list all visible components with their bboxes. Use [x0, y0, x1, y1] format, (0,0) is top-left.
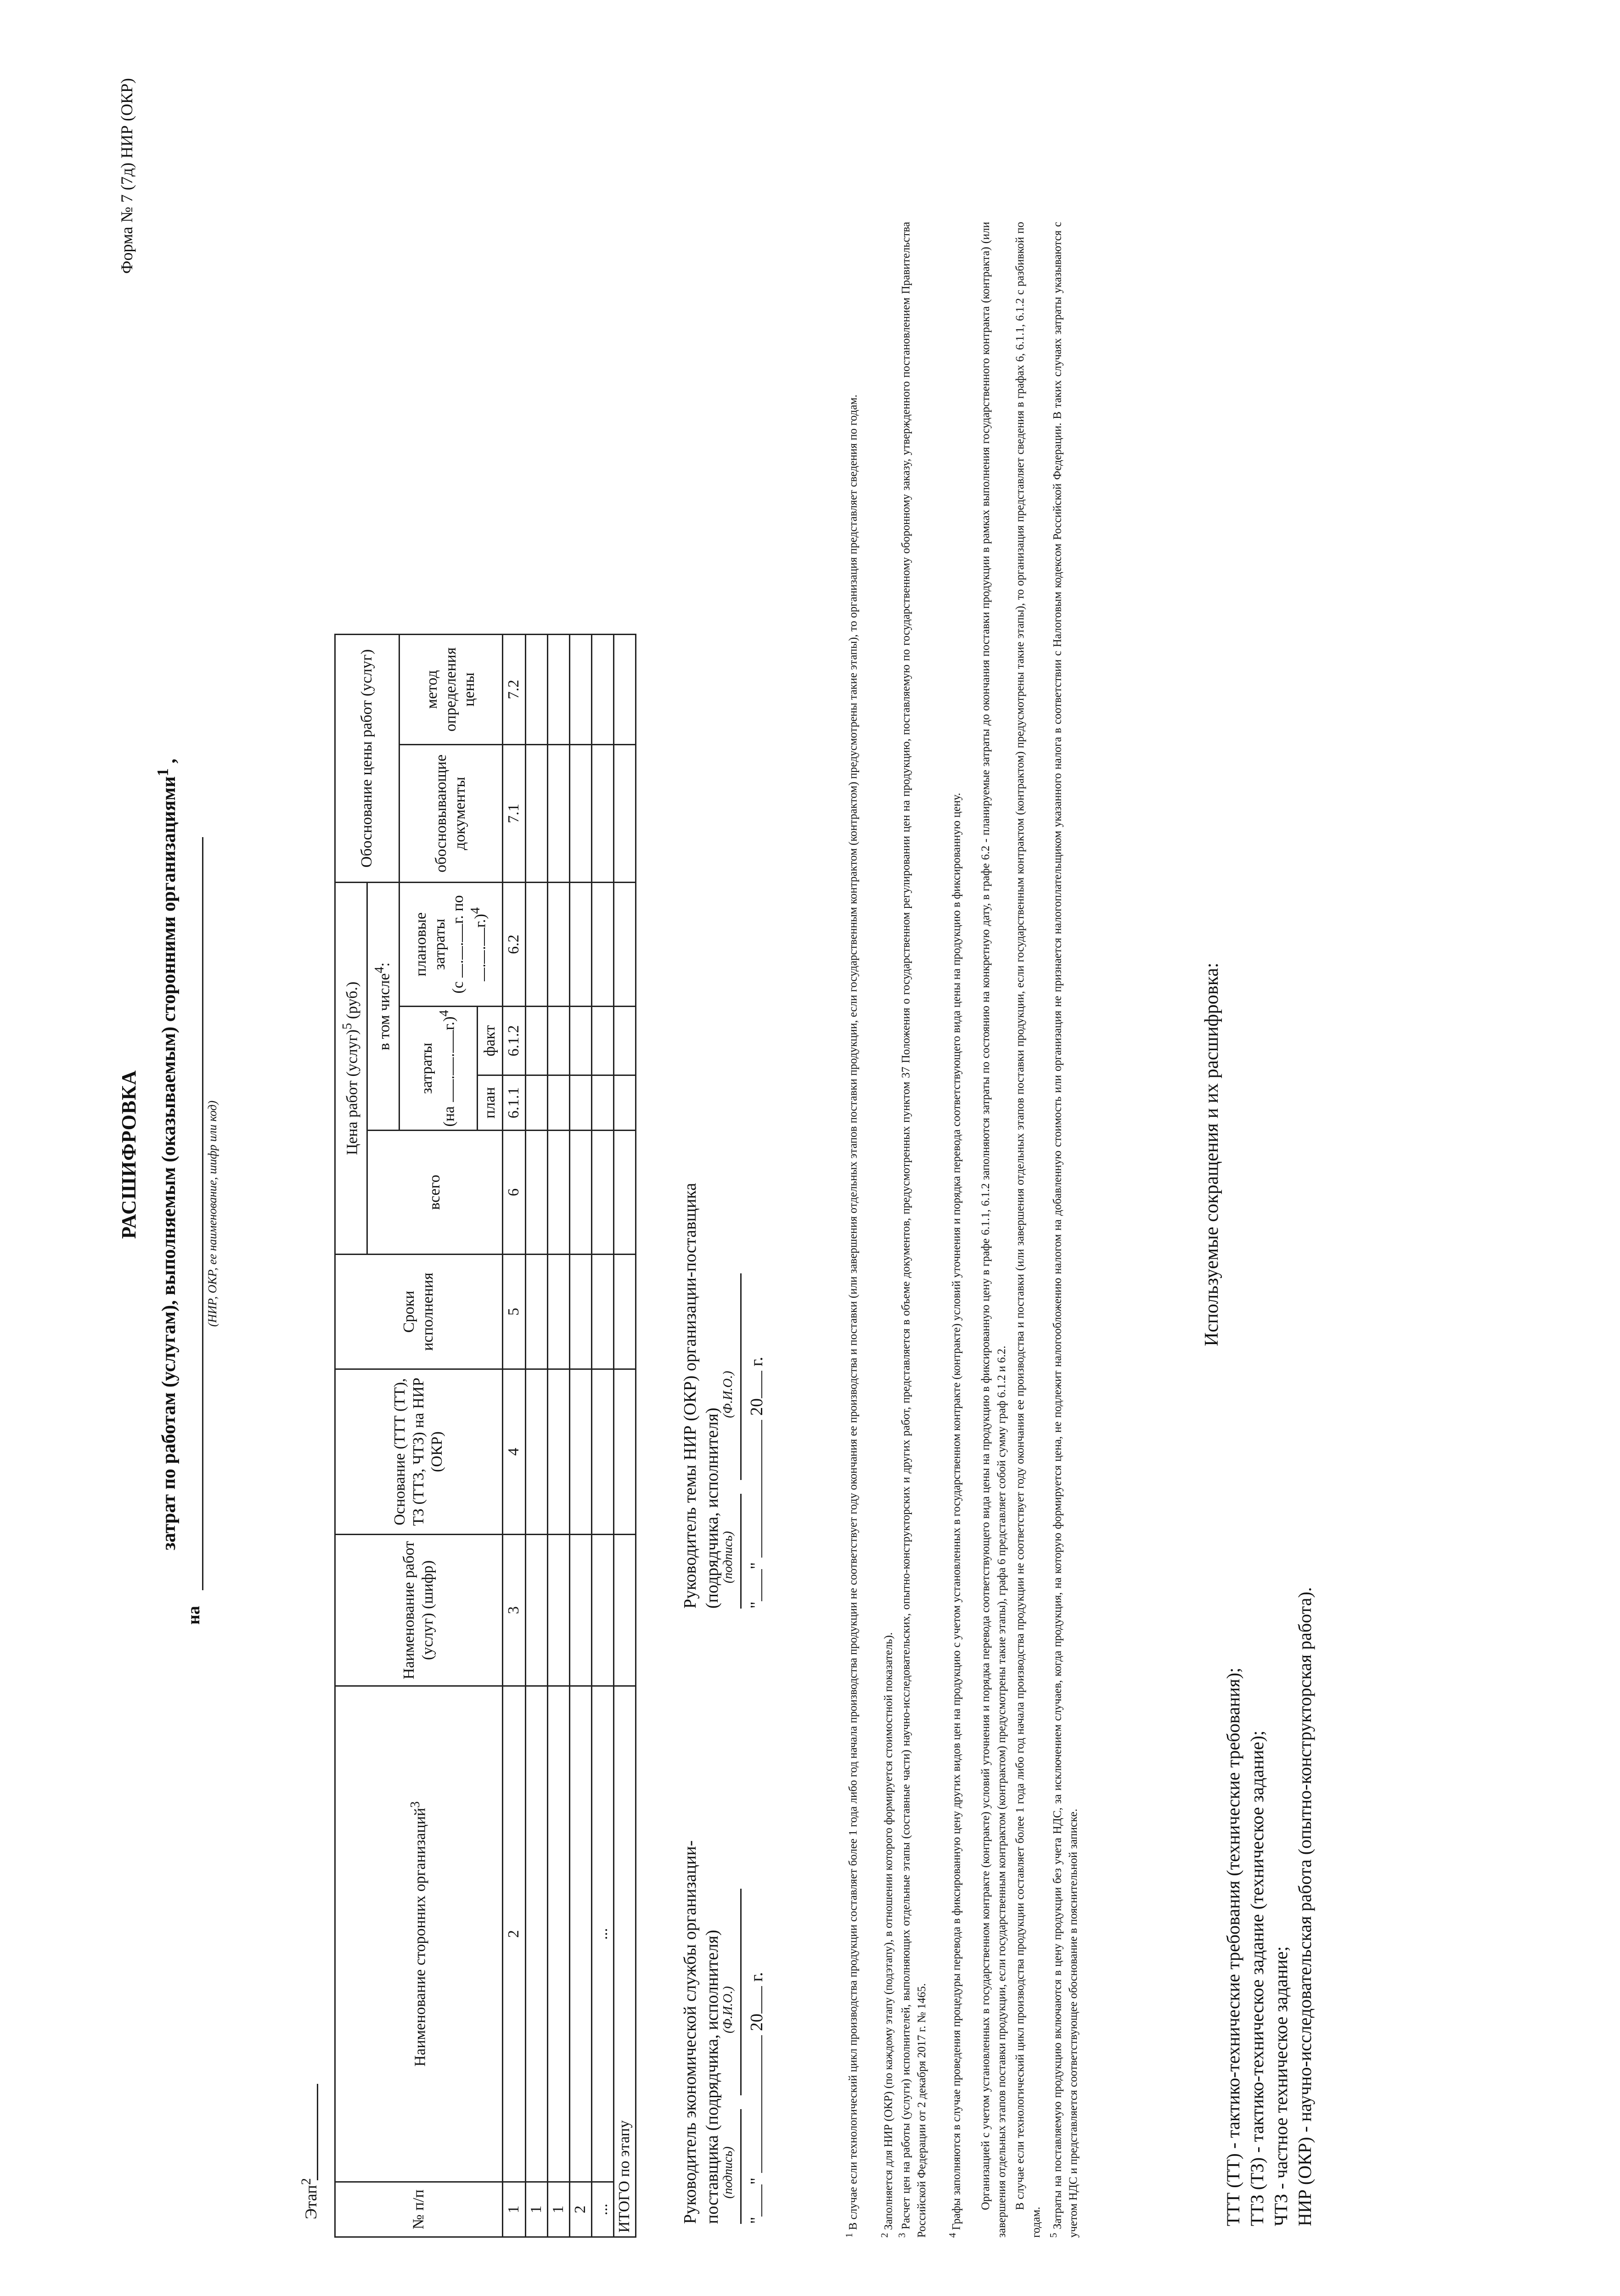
header-work-name: Наименование работ (услуг) (шифр) [335, 1535, 503, 1686]
footnote-text: Расчет цен на работы (услуги) исполнителей, выполняющих отдельные этапы (составные части) научно-исследовательских, опытно-конструкторских и других работ, представляется в объеме документов, предусмотренных пунктом 37 Положения о государственном регулировании цен на продукцию, поставляемую по государственному оборонному заказу, утвержденного постановлением Правительства Российской Федерации от 2 декабря 2017 г. № 1465. [900, 221, 928, 2238]
date-open-quote: " [747, 2217, 766, 2224]
cell-org-name [548, 1686, 570, 2182]
table-cell [548, 1369, 570, 1535]
date-close-quote: " [747, 2177, 766, 2185]
header-no: № п/п [335, 2182, 503, 2237]
na-blank-line [202, 837, 203, 1590]
table-row [592, 635, 614, 2237]
plan-blank-5 [484, 950, 485, 964]
header-costs [399, 1007, 478, 1131]
header-docs: обосновывающие документы [399, 745, 503, 883]
table-cell [570, 1535, 592, 1686]
footnote-text: Организацией с учетом установленных в государственном контракте (контракте) условий уточнения и порядка перевода соответствующего вида цены на продукцию в фиксированную цену в графе 6.1.1, 6.1.2 заполняются затраты по состоянию на конкретную дату, в графе 6.2 - планируемые затраты до окончания поставки продукции в рамках выполнения государственного контракта (контракта) (или завершения отдельных этапов поставки продукции, если государственным контрактом (контрактом) предусмотрены такие этапы), графа 6 представляет собой сумму граф 6.1.2 и 6.2. [979, 222, 1008, 2238]
footnote-sup: 1 [844, 2233, 855, 2238]
table-cell [614, 1007, 636, 1075]
signature-left-title: Руководитель экономической службы организации-поставщика (подрядчика, исполнителя) [681, 1840, 722, 2224]
etap-text: Этап [302, 2185, 320, 2219]
plan-blank-6 [484, 928, 485, 946]
header-justification: Обоснование цены работ (услуг) [335, 635, 399, 883]
header-total: всего [367, 1131, 503, 1255]
footnote-text: Графы заполняются в случае проведения процедуры перевода в фиксированную цену других видов цен на продукцию с учетом установленных в государственном контракте (контракте) условий уточнения и порядка перевода соответствующего вида цены на продукцию в фиксированную цену. [950, 793, 963, 2230]
signature-right-date [746, 1218, 768, 1609]
colnum-1: 1 [503, 2182, 526, 2237]
date-month-blank [761, 2035, 762, 2173]
header-basis: Основание (ТТТ (ТТ), ТЗ (ТТЗ, ЧТЗ) на НИР (ОКР) [335, 1369, 503, 1535]
footnote-text: Заполняется для НИР (ОКР) (по каждому этапу (подэтапу), в отношении которого формируется стоимостной показатель). [882, 1632, 895, 2230]
footnote-2 [878, 222, 897, 2238]
etap-blank-line [317, 2084, 318, 2180]
cell-ellipsis: ... [592, 1686, 614, 2182]
table-cell [614, 1255, 636, 1369]
plan-blank-2 [462, 946, 463, 960]
colnum-6: 6 [503, 1131, 526, 1255]
table-cell [570, 745, 592, 883]
header-org-name [335, 1686, 503, 2182]
plan-gpo: г. по [450, 895, 467, 924]
signature-left-sign-line [740, 2109, 742, 2224]
header-plan-date-to: ..г.)$^4$ [468, 886, 490, 1003]
plan-blank-3 [462, 924, 463, 942]
table-cell [614, 883, 636, 1007]
table-cell [592, 1255, 614, 1369]
abbreviation-item: НИР (ОКР) - научно-исследовательская работа (опытно-конструкторская работа). [1294, 1587, 1315, 2226]
colnum-6-1-2: 6.1.2 [503, 1007, 526, 1075]
table-cell [592, 1131, 614, 1255]
signature-right-title: Руководитель темы НИР (ОКР) организации-поставщика (подрядчика, исполнителя) [681, 1182, 722, 1609]
date-close-quote: " [747, 1562, 766, 1570]
row-number: 2 [570, 2182, 592, 2237]
table-cell [548, 1007, 570, 1075]
header-including-sup: 4 [372, 967, 387, 974]
etap-label [298, 2178, 321, 2219]
date-year-prefix: 20 [747, 2013, 766, 2031]
table-cell [526, 883, 548, 1007]
date-day-blank [761, 2184, 762, 2217]
table-cell [570, 1075, 592, 1131]
header-method: метод определения цены [399, 635, 503, 745]
signature-right-fio-caption: (Ф.И.О.) [721, 1371, 735, 1418]
subtitle-footnote-ref: 1 [154, 768, 172, 777]
table-cell [592, 1007, 614, 1075]
table-cell [592, 1075, 614, 1131]
table-cell [548, 1255, 570, 1369]
table-cell [526, 1535, 548, 1686]
signature-left-sign-caption: (подпись) [721, 2146, 735, 2199]
footnote-sup: 4 [947, 2233, 958, 2238]
header-price-sup: 5 [340, 1023, 355, 1030]
signature-right-sign-caption: (подпись) [721, 1531, 735, 1583]
table-cell [592, 1369, 614, 1535]
table-cell [526, 1075, 548, 1131]
header-fact: факт [478, 1007, 503, 1075]
table-cell [548, 1535, 570, 1686]
abbreviation-item: ТТТ (ТТ) - тактико-технические требования (технические требования); [1223, 1667, 1243, 2226]
date-year-suffix: г. [747, 1972, 766, 1982]
plan-sup: 4 [468, 907, 483, 914]
colnum-2: 2 [503, 1686, 526, 2182]
abbreviations-list [1221, 1587, 1317, 2226]
footnote-sup: 2 [879, 2233, 890, 2238]
signature-right-sign-line [740, 1494, 742, 1609]
date-month-blank [761, 1420, 762, 1558]
header-org-name-text: Наименование сторонних организаций [411, 1807, 429, 2067]
table-cell [570, 1255, 592, 1369]
date-year-suffix: г. [747, 1356, 766, 1367]
date-day-blank [761, 1569, 762, 1601]
table-cell [548, 1131, 570, 1255]
header-price-text: Цена работ (услуг) [343, 1029, 361, 1155]
document-title: РАСШИФРОВКА [118, 1070, 140, 1239]
table-cell [592, 1535, 614, 1686]
table-cell [526, 745, 548, 883]
signature-right-fio-line [740, 1273, 742, 1480]
footnote-3 [895, 222, 930, 2238]
header-costs-title: затраты [418, 1042, 436, 1094]
table-row [548, 635, 570, 2237]
subtitle-text: затрат по работам (услугам), выполняемым (оказываемым) сторонними организациями [158, 776, 180, 1551]
table-row [570, 635, 592, 2237]
header-plan-date-from: (с ..г. по [450, 895, 467, 994]
cost-table [334, 634, 636, 2238]
header-plan: план [478, 1075, 503, 1131]
row-number: 1 [526, 2182, 548, 2237]
colnum-3: 3 [503, 1535, 526, 1686]
table-cell [526, 1255, 548, 1369]
date-year-blank [761, 1371, 762, 1398]
costs-sup: 4 [437, 1010, 451, 1017]
colnum-5: 5 [503, 1255, 526, 1369]
footnote-sup: 5 [1048, 2233, 1059, 2238]
total-label: ИТОГО по этапу [614, 1686, 636, 2237]
footnote-sup: 3 [896, 2233, 907, 2238]
footnote-4-para-2 [978, 222, 1010, 2238]
header-including: в том числе$^4$: [367, 883, 399, 1131]
header-costs-date: (на ..г.)$^4$ [437, 1010, 458, 1127]
table-cell [614, 1075, 636, 1131]
plan-g: г.) [472, 914, 489, 928]
header-price [335, 883, 367, 1255]
date-open-quote: " [747, 1601, 766, 1609]
table-cell [592, 635, 614, 745]
plan-s: (с [450, 981, 467, 994]
na-caption: (НИР, ОКР, ее наименование, шифр или код) [206, 1100, 219, 1327]
table-cell [526, 1007, 548, 1075]
header-including-text: в том числе [376, 973, 393, 1051]
colnum-7-1: 7.1 [503, 745, 526, 883]
footnote-text: В случае если технологический цикл производства продукции составляет более 1 года либо год начала производства продукции не соответствует году окончания ее производства и поставки (или завершения отдельных этапов поставки продукции, если государственным контрактом (контрактом) предусмотрены такие этапы), то организация представляет сведения в графах 6, 6.1.1, 6.1.2 с разбивкой по годам. [1014, 222, 1042, 2238]
costs-blank-2 [453, 1057, 454, 1075]
table-cell [570, 1131, 592, 1255]
date-year-blank [761, 1986, 762, 2014]
table-cell [592, 745, 614, 883]
plan-blank-4 [484, 968, 485, 981]
table-row [526, 635, 548, 2237]
signature-left-fio-caption: (Ф.И.О.) [721, 1986, 735, 2033]
header-plan-costs-title: плановые затраты [412, 912, 448, 977]
abbreviation-item: ЧТЗ - частное техническое задание; [1271, 1946, 1291, 2226]
table-cell [614, 1131, 636, 1255]
colnum-7-2: 7.2 [503, 635, 526, 745]
costs-g: г.) [440, 1016, 458, 1030]
document-subtitle [154, 0, 180, 2296]
row-number: 1 [548, 2182, 570, 2237]
table-cell [548, 883, 570, 1007]
cell-org-name [570, 1686, 592, 2182]
footnote-4 [946, 222, 965, 2238]
colnum-6-1-1: 6.1.1 [503, 1075, 526, 1131]
table-cell [570, 1007, 592, 1075]
table-cell [614, 1369, 636, 1535]
costs-blank-1 [453, 1080, 454, 1103]
total-row [614, 635, 636, 2237]
table-cell [548, 635, 570, 745]
footnote-text: В случае если технологический цикл производства продукции составляет более 1 года либо год начала производства продукции не соответствует году окончания ее производства и поставки (или завершения отдельных этапов поставки продукции, если государственным контрактом (контрактом) предусмотрены такие этапы), то организация представляет сведения по годам. [847, 394, 860, 2230]
plan-blank-1 [462, 964, 463, 978]
signature-left-date [746, 1834, 768, 2224]
footnote-1 [843, 222, 861, 2238]
subtitle-tail: , [158, 758, 180, 764]
table-cell [526, 1131, 548, 1255]
abbreviations-title: Используемые сокращения и их расшифровка: [1201, 962, 1222, 1346]
table-cell [570, 883, 592, 1007]
table-cell [526, 635, 548, 745]
table-cell [548, 1075, 570, 1131]
colnum-4: 4 [503, 1369, 526, 1535]
row-number: ... [592, 2182, 614, 2237]
signature-left-fio-line [740, 1889, 742, 2095]
table-cell [548, 745, 570, 883]
costs-na: (на [440, 1106, 458, 1127]
abbreviation-item: ТТЗ (ТЗ) - тактико-техническое задание (техническое задание); [1247, 1730, 1267, 2226]
table-cell [614, 745, 636, 883]
cell-org-name [526, 1686, 548, 2182]
table-cell [592, 883, 614, 1007]
header-price-unit: (руб.) [343, 981, 361, 1019]
colnum-6-2: 6.2 [503, 883, 526, 1007]
header-org-name-sup: 3 [408, 1801, 422, 1808]
table-cell [614, 635, 636, 745]
table-cell [526, 1369, 548, 1535]
form-number: Форма № 7 (7д) НИР (ОКР) [118, 78, 136, 274]
footnote-5 [1047, 222, 1081, 2238]
footnote-text: Затраты на поставляемую продукцию включаются в цену продукции без учета НДС, за исключением случаев, когда продукция, на которую формируется цена, не подлежит налогообложению налогом на добавленную стоимость или организация не признается налогоплательщиком указанного налога в соответствии с Налоговым кодексом Российской Федерации. В таких случаях затраты указываются с учетом НДС и представляется соответствующее обоснование в пояснительной записке. [1051, 222, 1080, 2238]
costs-blank-3 [453, 1030, 454, 1053]
header-plan-costs [399, 883, 503, 1007]
table-cell [570, 1369, 592, 1535]
date-year-prefix: 20 [747, 1398, 766, 1416]
table-cell [570, 635, 592, 745]
na-label: на [184, 1606, 203, 1625]
etap-footnote-ref: 2 [298, 2178, 314, 2185]
table-cell [614, 1535, 636, 1686]
header-terms: Сроки исполнения [335, 1255, 503, 1369]
footnote-4-para-3 [1012, 222, 1044, 2238]
